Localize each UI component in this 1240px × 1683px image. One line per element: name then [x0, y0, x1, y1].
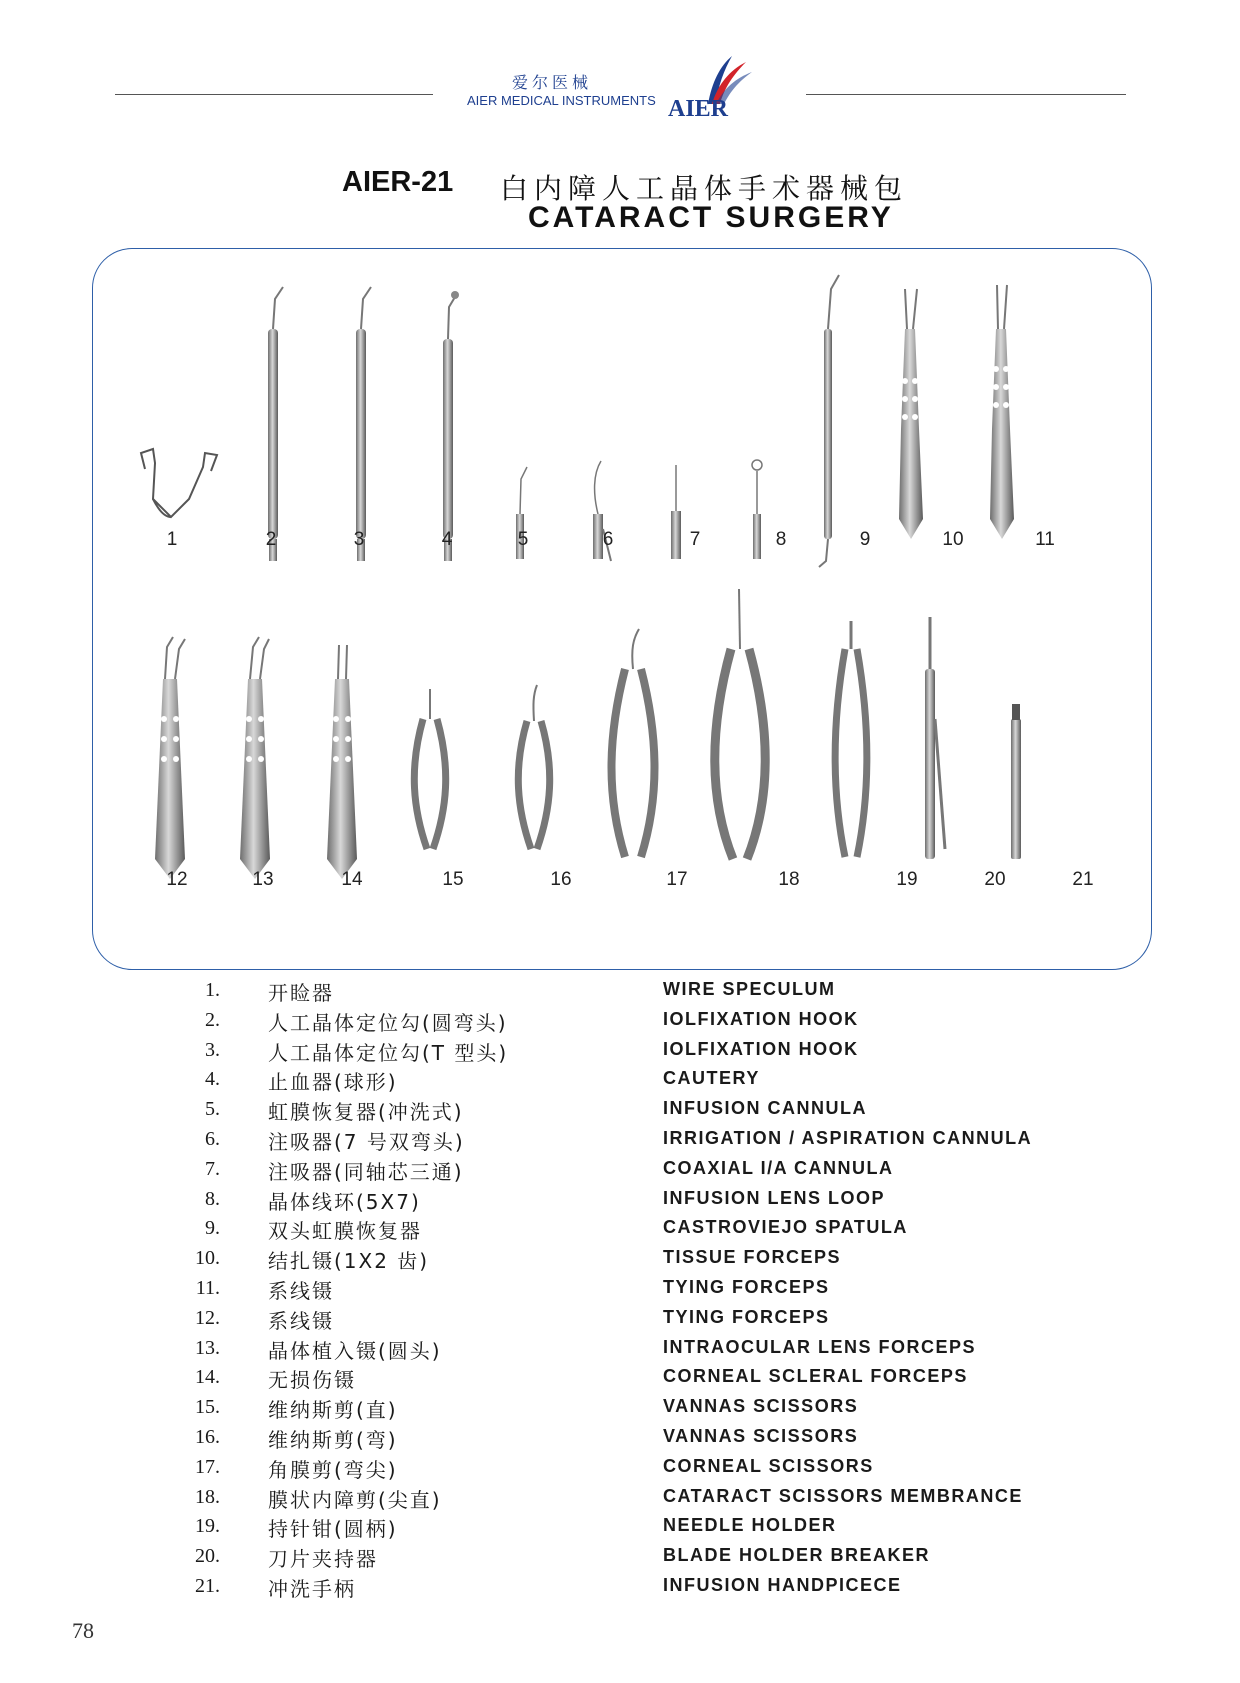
instrument-16-vannas-scissors	[518, 685, 549, 849]
list-item: 2. 人工晶体定位勾(圆弯头) IOLFIXATION HOOK	[205, 1008, 859, 1035]
list-item: 12. 系线镊 TYING FORCEPS	[195, 1306, 830, 1333]
instrument-4-cautery	[443, 291, 459, 561]
instrument-17-corneal-scissors	[612, 629, 655, 857]
list-item: 16. 维纳斯剪(弯) VANNAS SCISSORS	[195, 1426, 859, 1452]
instrument-number: 16	[550, 869, 572, 890]
list-item: 21. 冲洗手柄 INFUSION HANDPICECE	[195, 1575, 902, 1601]
list-item: 3. 人工晶体定位勾(T 型头) IOLFIXATION HOOK	[205, 1038, 859, 1065]
header-rule-right	[806, 94, 1126, 95]
instrument-14-corneal-forceps	[327, 645, 357, 879]
instrument-13-iol-forceps	[240, 637, 270, 879]
instrument-1-speculum	[141, 449, 217, 517]
title-en: CATARACT SURGERY	[528, 201, 894, 234]
instrument-2-iol-hook	[268, 287, 283, 561]
instrument-panel	[92, 248, 1152, 970]
page-number: 78	[72, 1618, 94, 1643]
title-cn: 白内障人工晶体手术器械包	[500, 172, 909, 205]
list-item: 11. 系线镊 TYING FORCEPS	[195, 1277, 830, 1303]
instrument-11-tying-forceps	[990, 285, 1014, 539]
list-item: 5. 虹膜恢复器(冲洗式) INFUSION CANNULA	[205, 1098, 867, 1125]
instrument-number: 18	[778, 869, 800, 890]
instrument-number: 19	[896, 869, 918, 890]
brand-name-cn: 爱尔医械	[512, 73, 593, 92]
instrument-number: 9	[859, 529, 871, 550]
aier-logo	[668, 52, 760, 118]
instrument-number: 6	[602, 529, 614, 550]
list-item: 10. 结扎镊(1X2 齿) TISSUE FORCEPS	[195, 1247, 842, 1274]
instrument-number: 2	[265, 529, 277, 550]
list-item: 20. 刀片夹持器 BLADE HOLDER BREAKER	[195, 1545, 931, 1572]
instrument-number: 3	[353, 529, 365, 550]
list-item: 9. 双头虹膜恢复器 CASTROVIEJO SPATULA	[205, 1217, 908, 1244]
header-rule-left	[115, 94, 433, 95]
list-item: 19. 持针钳(圆柄) NEEDLE HOLDER	[195, 1515, 837, 1542]
instrument-15-vannas-scissors	[414, 689, 445, 849]
instrument-number: 8	[775, 529, 787, 550]
instrument-12-tying-forceps	[155, 637, 185, 879]
instrument-number: 12	[166, 869, 188, 890]
instrument-number: 5	[517, 529, 529, 550]
instrument-number: 7	[689, 529, 701, 550]
instrument-21-handpiece	[1011, 704, 1021, 859]
logo-text: AIER	[668, 96, 729, 118]
list-item: 18. 膜状内障剪(尖直) CATARACT SCISSORS MEMBRANCE	[195, 1485, 1023, 1512]
instrument-number: 17	[666, 869, 688, 890]
list-item: 17. 角膜剪(弯尖) CORNEAL SCISSORS	[195, 1455, 874, 1482]
list-item: 1. 开睑器 WIRE SPECULUM	[205, 979, 836, 1005]
instrument-illustration	[93, 249, 1151, 969]
instrument-number: 10	[942, 529, 964, 550]
list-item: 6. 注吸器(7 号双弯头) IRRIGATION / ASPIRATION CANNULA	[205, 1128, 1033, 1154]
instrument-number: 20	[984, 869, 1006, 890]
instrument-3-iol-hook	[356, 287, 371, 561]
instrument-9-spatula	[819, 275, 839, 567]
list-item: 14. 无损伤镊 CORNEAL SCLERAL FORCEPS	[195, 1366, 968, 1393]
instrument-number: 15	[442, 869, 464, 890]
instrument-19-needle-holder	[835, 621, 867, 857]
instrument-number: 14	[341, 869, 363, 890]
list-item: 13. 晶体植入镊(圆头) INTRAOCULAR LENS FORCEPS	[195, 1336, 977, 1363]
list-item: 8. 晶体线环(5X7) INFUSION LENS LOOP	[205, 1187, 886, 1214]
instrument-number: 11	[1035, 529, 1055, 550]
instrument-20-blade-holder	[925, 617, 945, 859]
instrument-number: 4	[441, 529, 453, 550]
instrument-number: 21	[1072, 869, 1094, 890]
list-item: 4. 止血器(球形) CAUTERY	[205, 1068, 760, 1095]
brand-name-en: AIER MEDICAL INSTRUMENTS	[467, 93, 656, 108]
instrument-number: 1	[166, 529, 178, 550]
product-code: AIER-21	[342, 166, 454, 198]
instrument-number: 13	[252, 869, 274, 890]
list-item: 7. 注吸器(同轴芯三通) COAXIAL I/A CANNULA	[205, 1157, 894, 1184]
instrument-18-cataract-scissors	[715, 589, 766, 859]
list-item: 15. 维纳斯剪(直) VANNAS SCISSORS	[195, 1396, 859, 1423]
instrument-10-tissue-forceps	[899, 289, 923, 539]
